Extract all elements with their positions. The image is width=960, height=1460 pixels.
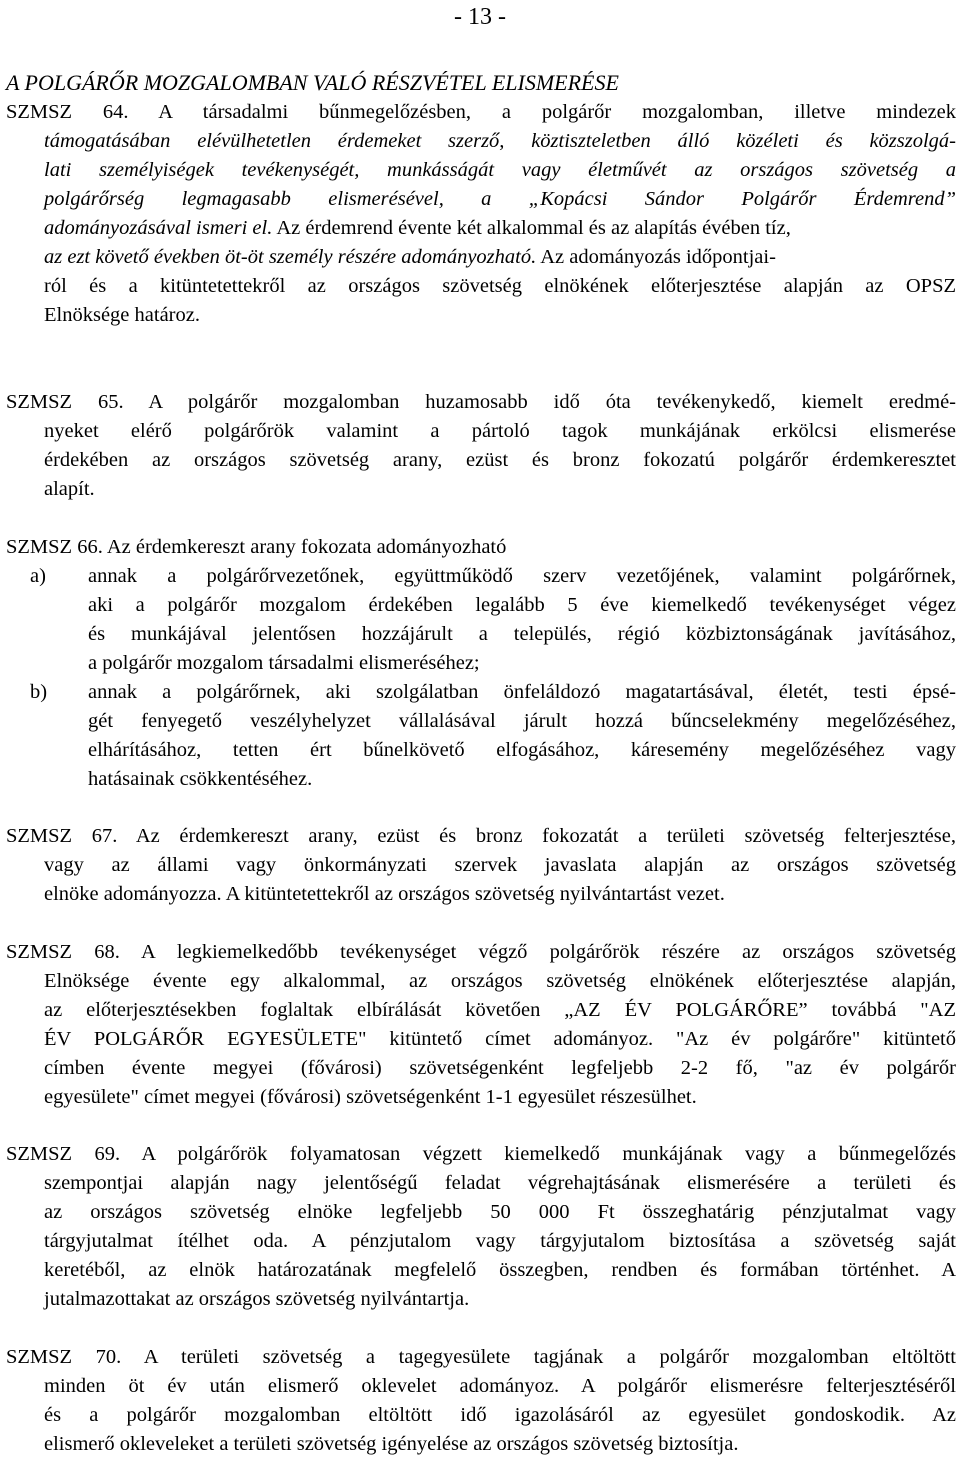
paragraph-line: hatásainak csökkentéséhez. <box>88 768 313 790</box>
paragraph-line: gét fenyegető veszélyhelyzet vállalásával járult hozzá bűncselekmény megelőzéséhez, <box>88 710 956 732</box>
paragraph-line: alapít. <box>44 478 95 500</box>
paragraph-line: szempontjai alapján nagy jelentőségű feladat végrehajtásának elismerésére a területi és <box>44 1172 956 1194</box>
paragraph-line: minden öt év után elismerő oklevelet adományoz. A polgárőr elismerésre felterjesztéséről <box>44 1375 956 1397</box>
paragraph-line: egyesülete" címet megyei (fővárosi) szövetségenként 1-1 egyesület részesülhet. <box>44 1086 697 1108</box>
paragraph-line: ÉV POLGÁRŐR EGYESÜLETE" kitüntető címet adományoz. "Az év polgárőre" kitüntető <box>44 1028 956 1050</box>
paragraph-szmsz-68 <box>6 938 956 1112</box>
list-label: b) <box>30 681 48 703</box>
paragraph-line: elhárításához, tetten ért bűnelkövető elfogásához, káresemény megelőzéséhez vagy <box>88 739 956 761</box>
paragraph-line: tárgyjutalmat ítélhet oda. A pénzjutalom vagy tárgyjutalom biztosítása a szövetség saját <box>44 1230 956 1252</box>
paragraph-line: SZMSZ 70. A területi szövetség a tagegyesülete tagjának a polgárőr mozgalomban eltöltött <box>6 1346 956 1368</box>
section-title: A POLGÁRŐR MOZGALOMBAN VALÓ RÉSZVÉTEL ELISMERÉSE <box>6 70 619 95</box>
paragraph-line: annak a polgárőrvezetőnek, együttműködő szerv vezetőjének, valamint polgárőrnek, <box>88 565 956 587</box>
list-label: a) <box>30 565 46 587</box>
paragraph-line: elnöke adományozza. A kitüntetettekről az országos szövetség nyilvántartást vezet. <box>44 883 725 905</box>
paragraph-line: a polgárőr mozgalom társadalmi elismeréséhez; <box>88 652 480 674</box>
paragraph-line: SZMSZ 69. A polgárőrök folyamatosan végzett kiemelkedő munkájának vagy a bűnmegelőzés <box>6 1143 956 1165</box>
paragraph-line <box>6 243 956 272</box>
paragraph-line: polgárőrség legmagasabb elismerésével, a „Kopácsi Sándor Polgárőr Érdemrend” <box>44 188 956 210</box>
paragraph-line: Elnöksége határoz. <box>44 304 200 326</box>
paragraph-line: lati személyiségek tevékenységét, munkásságát vagy életművét az országos szövetség a <box>44 159 956 181</box>
paragraph-line: annak a polgárőrnek, aki szolgálatban önfeláldozó magatartásával, életét, testi épsé- <box>88 681 956 703</box>
paragraph-szmsz-69 <box>6 1140 956 1314</box>
paragraph-line: címben évente megyei (fővárosi) szövetségenként legfeljebb 2-2 fő, "az év polgárőr <box>44 1057 956 1079</box>
paragraph-line: keretéből, az elnök határozatának megfelelő összegben, rendben és formában történhet. A <box>44 1259 956 1281</box>
paragraph-szmsz-64 <box>6 98 956 330</box>
paragraph-szmsz-65 <box>6 388 956 504</box>
paragraph-line: SZMSZ 68. A legkiemelkedőbb tevékenységet végző polgárőrök részére az országos szövetség <box>6 941 956 963</box>
list-item-body <box>88 562 956 678</box>
paragraph-line: jutalmazottakat az országos szövetség nyilvántartja. <box>44 1288 470 1310</box>
paragraph-line: Elnöksége évente egy alkalommal, az országos szövetség elnökének előterjesztése alapján, <box>44 970 956 992</box>
paragraph-line: aki a polgárőr mozgalom érdekében legalább 5 éve kiemelkedő tevékenységet végez <box>88 594 956 616</box>
paragraph-szmsz-70 <box>6 1343 956 1459</box>
paragraph-line: SZMSZ 64. A társadalmi bűnmegelőzésben, a polgárőr mozgalomban, illetve mindezek <box>6 101 956 123</box>
paragraph-line: az országos szövetség elnöke legfeljebb 50 000 Ft összeghatárig pénzjutalmat vagy <box>44 1201 956 1223</box>
paragraph-line <box>6 214 956 243</box>
list-item-body <box>88 678 956 794</box>
italic-text: az ezt követő években öt-öt személy részére adományozható. <box>44 246 537 268</box>
paragraph-line: nyeket elérő polgárőrök valamint a pártoló tagok munkájának erkölcsi elismerése <box>44 420 956 442</box>
paragraph-line: elismerő okleveleket a területi szövetség igényelése az országos szövetség biztosítja. <box>44 1433 739 1455</box>
paragraph-line: és munkájával jelentősen hozzájárult a település, régió közbiztonságának javításához, <box>88 623 956 645</box>
paragraph-line: támogatásában elévülhetetlen érdemeket szerző, köztiszteletben álló közéleti és közszolgá- <box>44 130 956 152</box>
list-item-a <box>6 562 956 678</box>
paragraph-line: vagy az állami vagy önkormányzati szervek javaslata alapján az országos szövetség <box>44 854 956 876</box>
paragraph-line: SZMSZ 67. Az érdemkereszt arany, ezüst és bronz fokozatát a területi szövetség felterjesztése, <box>6 825 956 847</box>
regular-text: Az érdemrend évente két alkalommal és az alapítás évében tíz, <box>272 217 791 239</box>
page-number: - 13 - <box>454 4 506 30</box>
paragraph-szmsz-67 <box>6 822 956 909</box>
paragraph-line: SZMSZ 66. Az érdemkereszt arany fokozata adományozható <box>6 536 507 558</box>
paragraph-szmsz-66 <box>6 533 956 562</box>
paragraph-line: érdekében az országos szövetség arany, ezüst és bronz fokozatú polgárőr érdemkeresztet <box>44 449 956 471</box>
paragraph-line: ról és a kitüntetettekről az országos szövetség elnökének előterjesztése alapján az OPSZ <box>44 275 956 297</box>
paragraph-line: az előterjesztésekben foglaltak elbírálását követően „AZ ÉV POLGÁRŐRE” továbbá "AZ <box>44 999 956 1021</box>
paragraph-line: SZMSZ 65. A polgárőr mozgalomban huzamosabb idő óta tevékenykedő, kiemelt eredmé- <box>6 391 956 413</box>
paragraph-line: és a polgárőr mozgalomban eltöltött idő igazolásáról az egyesület gondoskodik. Az <box>44 1404 956 1426</box>
list-item-b <box>6 678 956 794</box>
italic-text: adományozásával ismeri el. <box>44 217 273 239</box>
regular-text: Az adományozás időpontjai- <box>536 246 776 268</box>
